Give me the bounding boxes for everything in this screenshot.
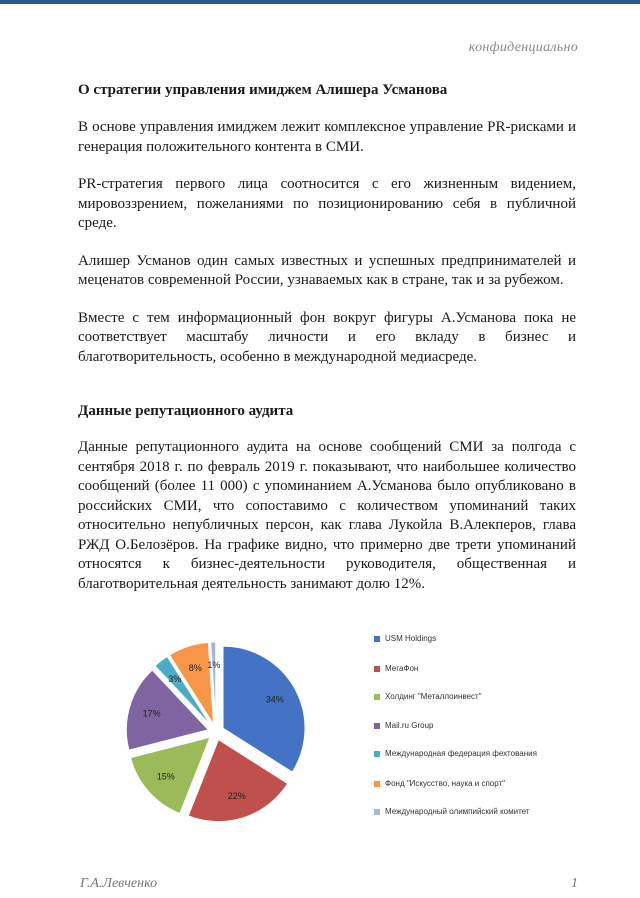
pie-data-label: 34% <box>265 694 284 705</box>
legend-swatch <box>374 751 380 757</box>
paragraph: Данные репутационного аудита на основе сообщений СМИ за полгода с сентября 2018 г. по февраль 2019 г. показывают, что наибольшее количество сообщений (более 11 000) с упоминанием А.Усманова было опубликовано в российских СМИ, что сопоставимо с количеством упоминаний таких относительно непубличных персон, как глава Лукойла В.Алекперов, глава РЖД О.Белозёров. На графике видно, что примерно две трети упоминаний относятся к бизнес-деятельности руководителя, общественная и благотворительная деятельность занимают долю 12%. <box>78 439 576 592</box>
legend-label: МегаФон <box>385 664 419 673</box>
legend-item <box>374 749 537 759</box>
pie-data-label: 1% <box>207 659 221 670</box>
pie-data-label: 22% <box>227 790 246 801</box>
legend-label: Международная федерация фехтования <box>385 749 537 758</box>
legend-item <box>374 664 418 674</box>
section-title-strategy: О стратегии управления имиджем Алишера Усманова <box>78 82 448 98</box>
pie-data-label: 15% <box>156 771 175 782</box>
pie-chart <box>78 632 578 832</box>
legend-swatch <box>374 694 380 700</box>
legend-swatch <box>374 636 380 642</box>
top-accent-bar <box>0 0 640 4</box>
legend-label: Холдинг "Металлоинвест" <box>385 692 482 701</box>
pie-data-label: 3% <box>168 674 182 685</box>
legend-label: USM Holdings <box>385 634 437 643</box>
document-body <box>78 74 576 594</box>
legend-swatch <box>374 666 380 672</box>
paragraph: Вместе с тем информационный фон вокруг фигуры А.Усманова пока не соответствует масштабу личности и его вкладу в бизнес и благотворительность, особенно в международной медиасреде. <box>78 309 576 365</box>
paragraph: В основе управления имиджем лежит комплексное управление PR-рисками и генерация положительного контента в СМИ. <box>78 119 576 155</box>
legend-swatch <box>374 781 380 787</box>
pie-data-label: 8% <box>188 663 202 674</box>
legend-item <box>374 634 436 644</box>
legend-item <box>374 721 433 731</box>
legend-item <box>374 692 482 702</box>
legend-label: Международный олимпийский комитет <box>385 807 530 816</box>
paragraph: Алишер Усманов один самых известных и успешных предпринимателей и меценатов современной России, узнаваемых как в стране, так и за рубежом. <box>78 252 576 288</box>
legend-item <box>374 807 530 817</box>
confidential-mark: конфиденциально <box>468 40 578 55</box>
legend-swatch <box>374 809 380 815</box>
footer-author: Г.А.Левченко <box>80 876 158 891</box>
legend-swatch <box>374 723 380 729</box>
page-number: 1 <box>571 876 578 891</box>
pie-chart-svg <box>78 632 318 832</box>
legend-item <box>374 779 505 789</box>
legend-label: Mail.ru Group <box>385 721 434 730</box>
pie-data-label: 17% <box>142 708 161 719</box>
legend-label: Фонд "Искусство, наука и спорт" <box>385 779 506 788</box>
section-title-audit: Данные репутационного аудита <box>78 403 294 419</box>
paragraph: PR-стратегия первого лица соотносится с его жизненным видением, мировоззрением, пожеланиями по позиционированию себя в публичной среде. <box>78 176 576 231</box>
